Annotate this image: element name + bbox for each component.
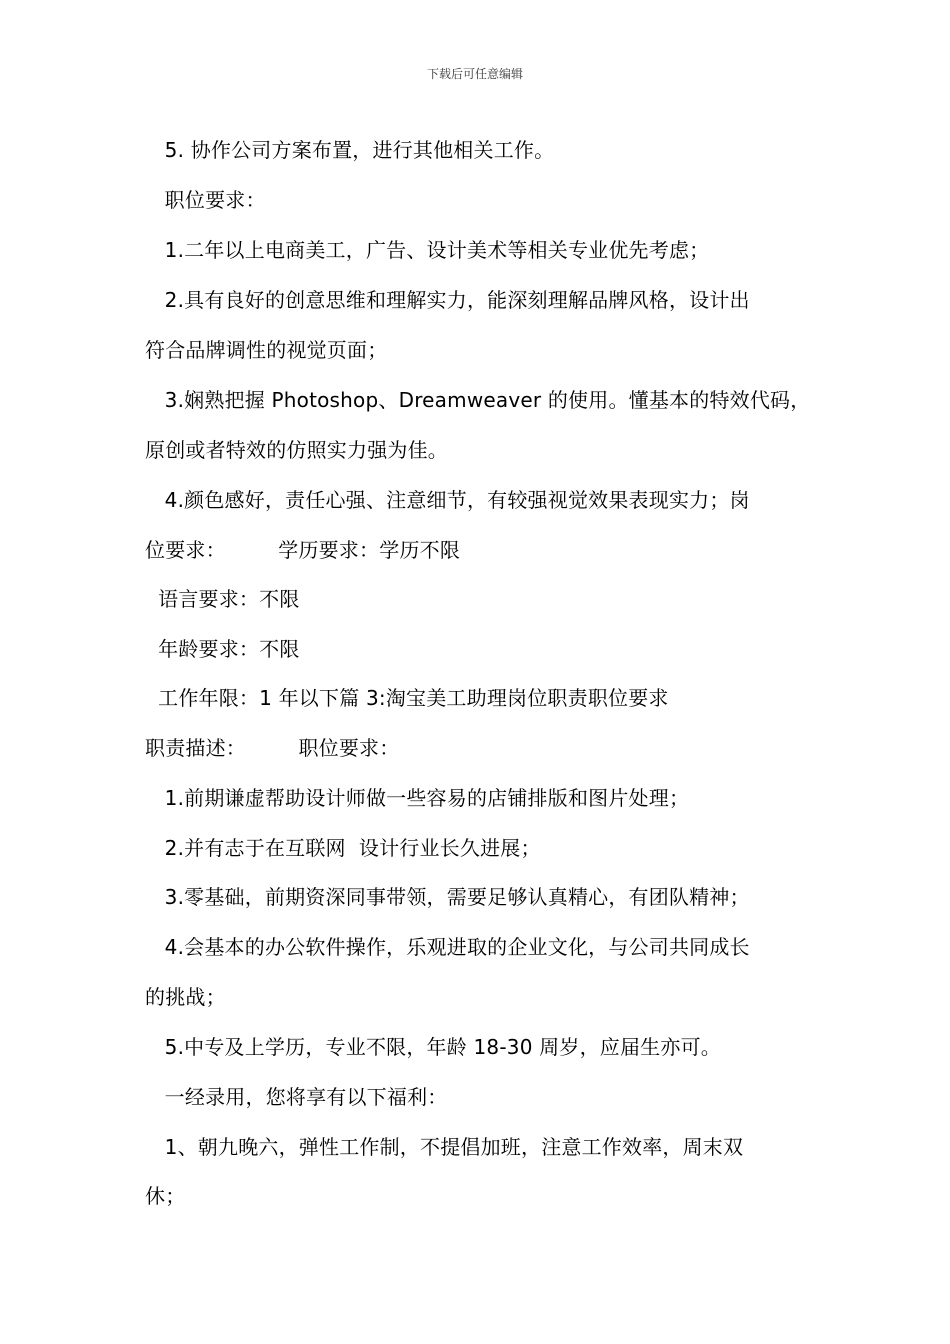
text-line: 5. 协作公司方案布置，进行其他相关工作。	[145, 138, 555, 162]
text-line: 原创或者特效的仿照实力强为佳。	[145, 438, 448, 462]
text-line: 5.中专及上学历，专业不限，年龄 18-30 周岁，应届生亦可。	[145, 1035, 721, 1059]
text-line: 1.二年以上电商美工，广告、设计美术等相关专业优先考虑；	[145, 238, 710, 262]
text-line: 2.并有志于在互联网 设计行业长久进展；	[145, 836, 541, 860]
text-line: 4.颜色感好，责任心强、注意细节，有较强视觉效果表现实力；岗	[145, 488, 750, 512]
text-line: 工作年限：1 年以下篇 3:淘宝美工助理岗位职责职位要求	[145, 686, 669, 710]
text-line: 语言要求：不限	[145, 587, 300, 611]
text-line: 职位要求：	[145, 188, 266, 212]
text-line: 符合品牌调性的视觉页面；	[145, 338, 388, 362]
text-line: 位要求： 学历要求：学历不限	[145, 538, 461, 562]
text-line: 4.会基本的办公软件操作，乐观进取的企业文化，与公司共同成长	[145, 935, 750, 959]
text-line: 职责描述： 职位要求：	[145, 736, 400, 760]
text-line: 1.前期谦虚帮助设计师做一些容易的店铺排版和图片处理；	[145, 786, 690, 810]
text-line: 一经录用，您将享有以下福利：	[145, 1085, 448, 1109]
page-header: 下载后可任意编辑	[426, 67, 523, 81]
text-line: 3.娴熟把握 Photoshop、Dreamweaver 的使用。懂基本的特效代码，	[145, 388, 811, 412]
text-line: 年龄要求：不限	[145, 637, 300, 661]
text-line: 的挑战；	[145, 985, 226, 1009]
text-line: 1、朝九晚六，弹性工作制，不提倡加班，注意工作效率，周末双	[145, 1135, 744, 1159]
text-line: 休；	[145, 1184, 186, 1208]
text-line: 3.零基础，前期资深同事带领，需要足够认真精心，有团队精神；	[145, 885, 750, 909]
text-line: 2.具有良好的创意思维和理解实力，能深刻理解品牌风格，设计出	[145, 288, 750, 312]
